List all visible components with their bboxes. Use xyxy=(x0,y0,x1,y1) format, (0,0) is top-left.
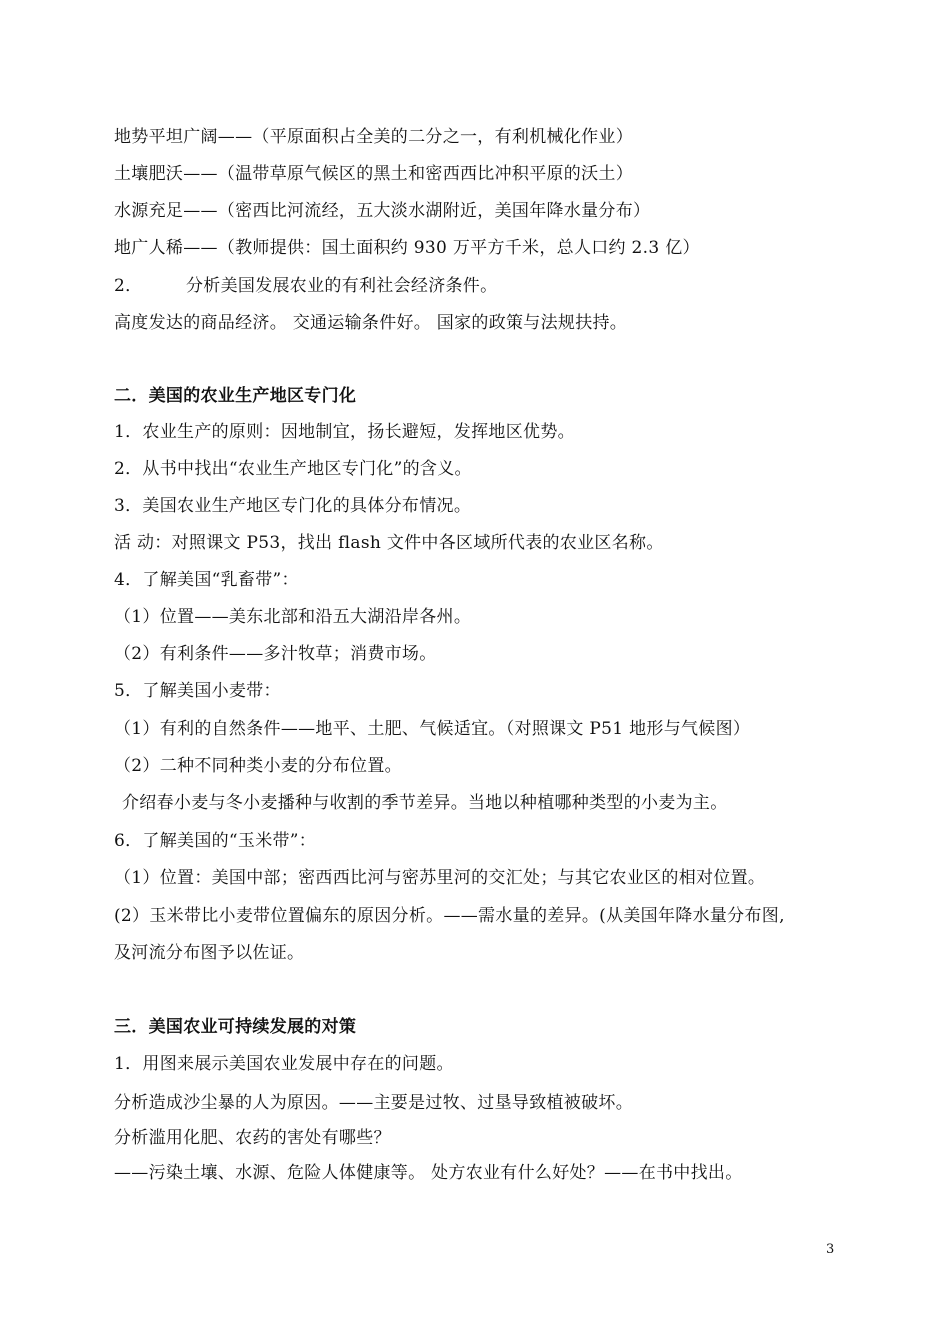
page-number: 3 xyxy=(826,1242,835,1257)
section2-item: （1）有利的自然条件——地平、土肥、气候适宜。（对照课文 P51 地形与气候图） xyxy=(114,719,751,739)
section2-item: （2）二种不同种类小麦的分布位置。 xyxy=(114,756,402,776)
section3-item: 分析滥用化肥、农药的害处有哪些？ xyxy=(114,1128,391,1148)
section2-item: 及河流分布图予以佐证。 xyxy=(114,943,305,963)
socio-answer: 高度发达的商品经济。 交通运输条件好。 国家的政策与法规扶持。 xyxy=(114,313,628,333)
section2-item: 1．农业生产的原则：因地制宜，扬长避短，发挥地区优势。 xyxy=(114,422,575,442)
section3-heading: 三．美国农业可持续发展的对策 xyxy=(114,1017,357,1037)
section2-item: （1）位置：美国中部；密西西比河与密苏里河的交汇处；与其它农业区的相对位置。 xyxy=(114,868,766,888)
socio-question-number: 2． xyxy=(114,276,143,296)
terrain-line: 地势平坦广阔——（平原面积占全美的二分之一，有利机械化作业） xyxy=(114,127,633,147)
section2-item: （2）有利条件——多汁牧草；消费市场。 xyxy=(114,644,437,664)
section3-item: 分析造成沙尘暴的人为原因。——主要是过牧、过垦导致植被破坏。 xyxy=(114,1093,633,1113)
section3-item: ——污染土壤、水源、危险人体健康等。 处方农业有什么好处？——在书中找出。 xyxy=(114,1163,743,1183)
section2-item: 介绍春小麦与冬小麦播种与收割的季节差异。当地以种植哪种类型的小麦为主。 xyxy=(122,793,728,813)
land-line: 地广人稀——（教师提供：国土面积约 930 万平方千米，总人口约 2.3 亿） xyxy=(114,238,700,258)
socio-question-text: 分析美国发展农业的有利社会经济条件。 xyxy=(186,276,498,296)
section2-item: （1）位置——美东北部和沿五大湖沿岸各州。 xyxy=(114,607,472,627)
section2-heading: 二．美国的农业生产地区专门化 xyxy=(114,386,357,406)
section2-item: 5．了解美国小麦带： xyxy=(114,681,281,701)
section2-item: 2．从书中找出“农业生产地区专门化”的含义。 xyxy=(114,459,472,479)
section2-item: (2）玉米带比小麦带位置偏东的原因分析。——需水量的差异。(从美国年降水量分布图, xyxy=(114,906,785,926)
section2-item: 活 动：对照课文 P53，找出 flash 文件中各区域所代表的农业区名称。 xyxy=(114,533,664,553)
section3-item: 1．用图来展示美国农业发展中存在的问题。 xyxy=(114,1054,454,1074)
section2-item: 6．了解美国的“玉米带”： xyxy=(114,831,317,851)
section2-item: 3．美国农业生产地区专门化的具体分布情况。 xyxy=(114,496,472,516)
soil-line: 土壤肥沃——（温带草原气候区的黑土和密西西比冲积平原的沃土） xyxy=(114,164,633,184)
water-line: 水源充足——（密西比河流经，五大淡水湖附近，美国年降水量分布） xyxy=(114,201,651,221)
section2-item: 4．了解美国“乳畜带”： xyxy=(114,570,299,590)
socio-question xyxy=(114,275,497,297)
